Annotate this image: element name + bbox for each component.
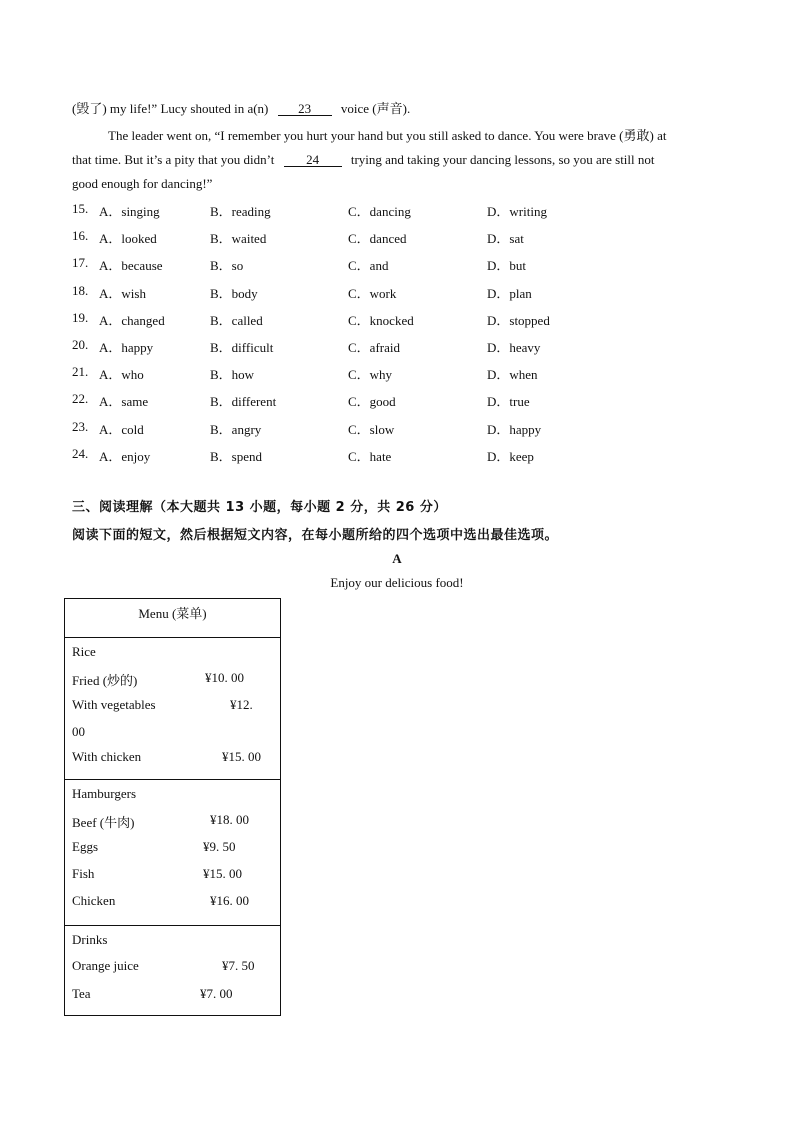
passage-text: (毁了) my life!” Lucy shouted in a(n) [72,101,269,116]
passage-line-4: good enough for dancing!” [72,176,213,191]
menu-item: Orange juice [72,958,139,973]
option-d: D．plan [487,286,532,301]
option-d: D．sat [487,231,524,246]
option-d: D．true [487,394,530,409]
option-c: C．and [348,258,389,273]
passage-line-1 [72,98,410,117]
option-d: D．when [487,367,538,382]
passage-subtitle: Enjoy our delicious food! [330,575,464,590]
question-number: 20. [72,337,89,352]
option-a: A．same [99,394,149,409]
menu-price: ¥12. [230,697,253,712]
menu-item: Eggs [72,839,98,854]
option-c: C．danced [348,231,407,246]
menu-title: Menu (菜单) [65,599,280,638]
question-number: 23. [72,419,89,434]
option-b: B．how [210,367,255,382]
option-c: C．dancing [348,204,411,219]
option-a: A．cold [99,422,144,437]
menu-group-heading: Drinks [72,932,108,947]
option-c: C．slow [348,422,395,437]
option-b: B．difficult [210,340,274,355]
option-b: B．spend [210,449,263,464]
menu-price: ¥15. 00 [222,749,261,764]
menu-price: ¥16. 00 [210,893,249,908]
question-number: 17. [72,255,89,270]
question-number: 18. [72,283,89,298]
option-d: D．happy [487,422,542,437]
menu-item: With vegetables [72,697,156,712]
option-d: D．but [487,258,527,273]
question-number: 16. [72,228,89,243]
option-c: C．good [348,394,396,409]
menu-price: ¥18. 00 [210,812,249,827]
menu-item: Beef (牛肉) [72,815,135,830]
option-b: B．waited [210,231,267,246]
option-c: C．afraid [348,340,400,355]
menu-price: ¥7. 00 [200,986,233,1001]
option-d: D．writing [487,204,547,219]
menu-table [64,598,281,1016]
question-row [72,391,772,409]
passage-text: that time. But it’s a pity that you didn’t [72,152,275,167]
option-c: C．why [348,367,393,382]
blank-23: 23 [278,103,332,116]
option-a: A．enjoy [99,449,151,464]
passage-text: voice (声音). [340,101,411,116]
option-b: B．different [210,394,277,409]
menu-price: ¥7. 50 [222,958,255,973]
option-c: C．hate [348,449,392,464]
option-a: A．because [99,258,163,273]
question-row [72,228,772,246]
section-instruction: 阅读下面的短文，然后根据短文内容，在每小题所给的四个选项中选出最佳选项。 [72,528,559,543]
menu-group-heading: Hamburgers [72,786,137,801]
option-a: A．changed [99,313,165,328]
menu-group-rice [65,638,280,780]
question-number: 22. [72,391,89,406]
option-a: A．looked [99,231,157,246]
option-a: A．who [99,367,144,382]
menu-price: ¥9. 50 [203,839,236,854]
option-d: D．heavy [487,340,541,355]
passage-text: trying and taking your dancing lessons, so you are still not [350,152,655,167]
passage-line-2: The leader went on, “I remember you hurt your hand but you still asked to dance. You were brave (勇敢) at [108,128,667,143]
option-a: A．happy [99,340,154,355]
blank-24: 24 [284,154,342,167]
question-row [72,337,772,355]
question-number: 21. [72,364,89,379]
question-number: 24. [72,446,89,461]
option-b: B．so [210,258,244,273]
question-row [72,446,772,464]
option-b: B．called [210,313,263,328]
menu-group-hamburgers [65,780,280,926]
option-a: A．wish [99,286,146,301]
menu-item: Fried (炒的) [72,673,138,688]
question-number: 19. [72,310,89,325]
question-row [72,201,772,219]
menu-group-drinks [65,926,280,1014]
menu-item: Fish [72,866,95,881]
section-title: 三、阅读理解（本大题共 13 小题，每小题 2 分，共 26 分） [72,500,447,515]
menu-price: ¥15. 00 [203,866,242,881]
option-b: B．body [210,286,258,301]
question-row [72,364,772,382]
menu-group-heading: Rice [72,644,96,659]
menu-price-wrap: 00 [72,724,85,739]
question-number: 15. [72,201,89,216]
question-row [72,310,772,328]
question-row [72,283,772,301]
menu-price: ¥10. 00 [205,670,244,685]
option-c: C．work [348,286,397,301]
option-a: A．singing [99,204,160,219]
option-b: B．reading [210,204,271,219]
passage-line-3 [72,152,655,168]
passage-letter: A [392,551,402,566]
option-b: B．angry [210,422,262,437]
question-row [72,419,772,437]
menu-item: Tea [72,986,91,1001]
menu-item: Chicken [72,893,116,908]
option-c: C．knocked [348,313,414,328]
menu-item: With chicken [72,749,142,764]
option-d: D．keep [487,449,534,464]
question-row [72,255,772,273]
option-d: D．stopped [487,313,550,328]
